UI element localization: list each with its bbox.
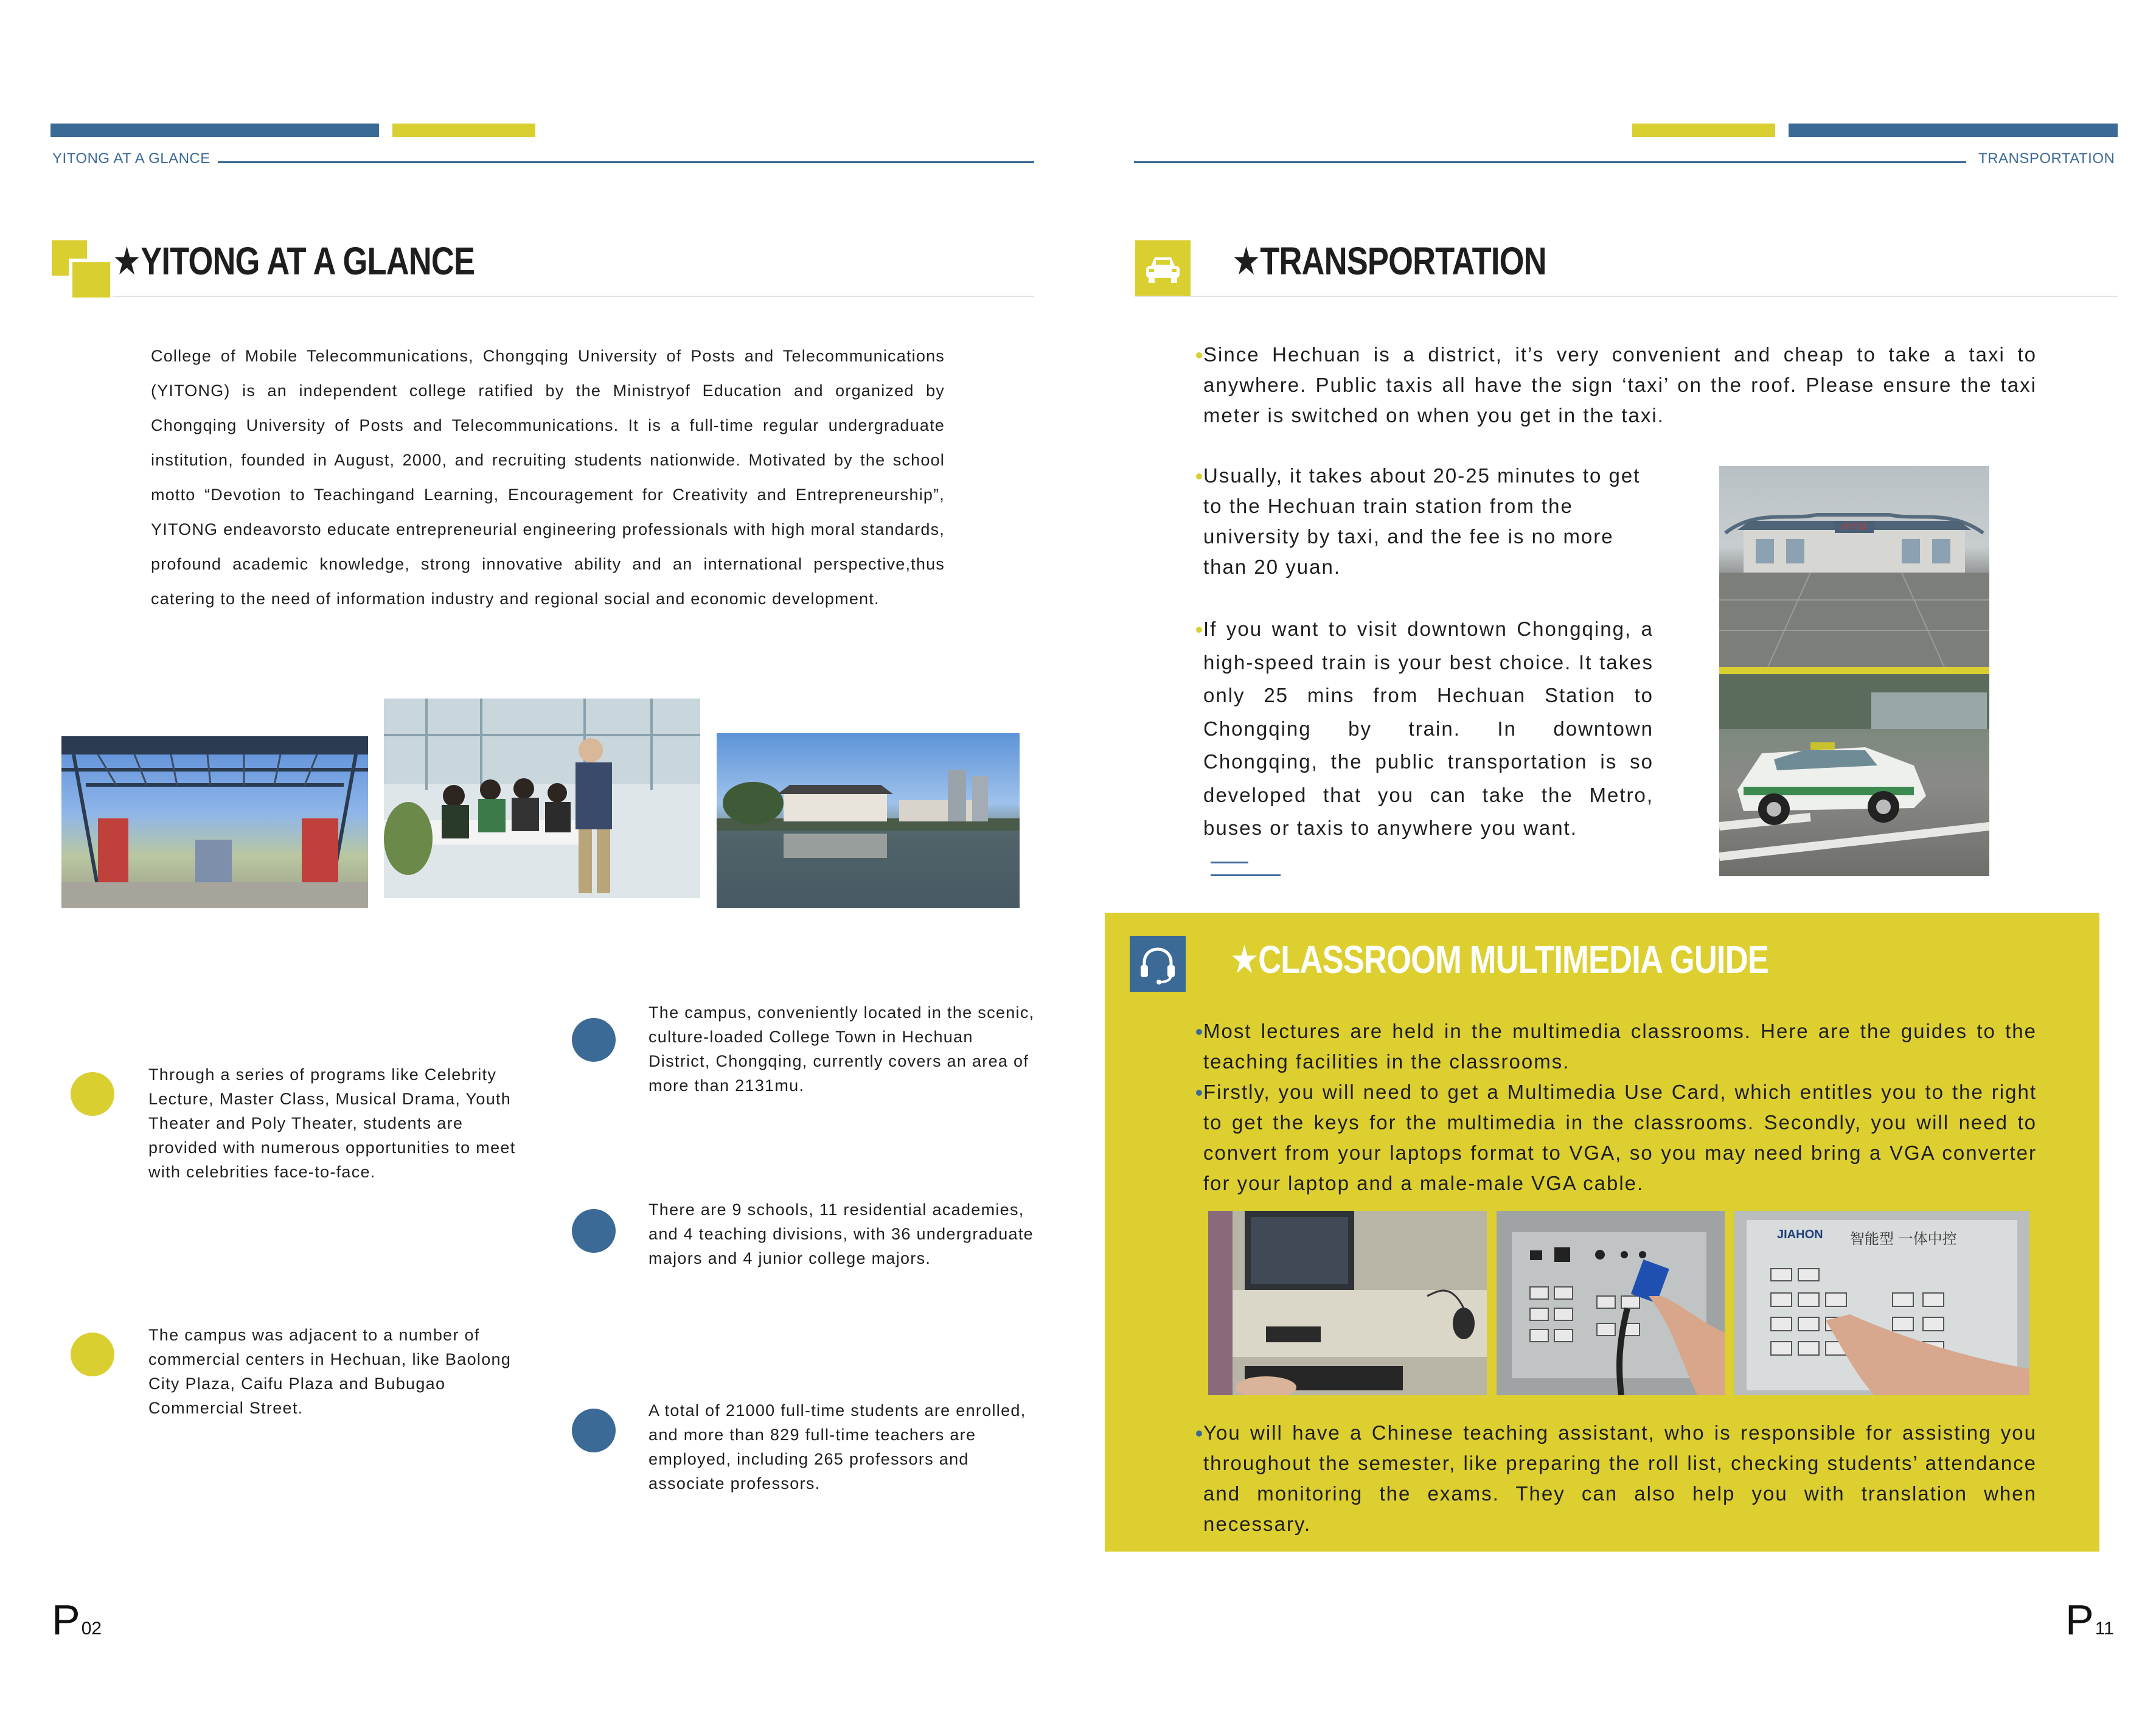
section-title-yitong: ★YITONG AT A GLANCE bbox=[113, 239, 475, 283]
classroom-bullet-2-text: Firstly, you will need to get a Multimedia Use Card, which entitles you to the right to get the keys for the multimedia in the classrooms. Secondly, you will need to convert from your laptops format to VGA, so you may need bring a VGA converter for your laptop and a male-male VGA cable. bbox=[1203, 1081, 2037, 1194]
headset-icon bbox=[1130, 936, 1186, 992]
page-letter-right: P bbox=[2065, 1596, 2094, 1643]
train-station-photo bbox=[1719, 466, 1989, 667]
header-bar-yellow-left bbox=[392, 124, 535, 137]
transport-bullet-1 bbox=[1203, 340, 2037, 431]
page-number-right bbox=[2065, 1595, 2114, 1644]
section-rule-right bbox=[1135, 296, 2118, 297]
bullet-dot bbox=[1196, 1431, 1202, 1437]
fact-dot-programs bbox=[71, 1072, 114, 1116]
podium-computer-photo bbox=[1208, 1211, 1487, 1395]
section-rule-left bbox=[113, 296, 1034, 297]
classroom-bullet-3 bbox=[1203, 1418, 2037, 1539]
transport-bullet-3 bbox=[1203, 613, 1654, 845]
taxi-photo bbox=[1719, 674, 1989, 876]
car-icon bbox=[1135, 240, 1191, 296]
fact-dot-campus bbox=[572, 1018, 616, 1062]
header-label-right: TRANSPORTATION bbox=[1978, 150, 2115, 167]
transport-bullet-1-text: Since Hechuan is a district, it’s very convenient and cheap to take a taxi to anywhere. Public taxis all have the sign ‘taxi’ on the roof. Please ensure the taxi meter is switched on when you get in the taxi. bbox=[1203, 343, 2037, 427]
fact-students: A total of 21000 full-time students are enrolled, and more than 829 full-time teachers are employed, including 265 professors and associate professors. bbox=[649, 1401, 1026, 1493]
headset-icon-box bbox=[1130, 936, 1186, 992]
fact-programs: Through a series of programs like Celebrity Lecture, Master Class, Musical Drama, Youth Theater and Poly Theater, students are provided with numerous opportunities to meet with celebrities face-to-face. bbox=[148, 1065, 516, 1181]
short-rule-top bbox=[1211, 862, 1248, 863]
classroom-bullet-1 bbox=[1203, 1016, 2037, 1077]
bullet-dot bbox=[1196, 1029, 1202, 1035]
intro-paragraph: College of Mobile Telecommunications, Chongqing University of Posts and Telecommunications (YITONG) is an independent college ratified by the Ministryof Education and organized by Chongqing University of Posts and Telecommunications. It is a full-time regular undergraduate institution, founded in August, 2000, and recruiting students nationwide. Motivated by the school motto “Devotion to Teachingand Learning, Encouragement for Creativity and Entrepreneurship”, YITONG endeavorsto educate entrepreneurial engineering professionals with high moral standards, profound academic knowledge, strong innovative ability and an international perspective,thus catering to the need of information industry and regional social and economic development. bbox=[151, 347, 945, 608]
short-rule-bottom bbox=[1211, 874, 1281, 876]
section-icon-squares bbox=[52, 240, 110, 295]
fact-campus-location: The campus, conveniently located in the scenic, culture-loaded College Town in Hechuan District, Chongqing, currently covers an area of more than 2131mu. bbox=[649, 1003, 1035, 1095]
classroom-bullet-3-text: You will have a Chinese teaching assistant, who is responsible for assisting you throughout the semester, like preparing the roll list, checking students’ attendance and monitoring the exams. They can also help you with translation when necessary. bbox=[1203, 1421, 2037, 1535]
bullet-dot bbox=[1196, 352, 1202, 358]
header-bar-yellow-right bbox=[1632, 124, 1775, 137]
page-digits-left: 02 bbox=[81, 1619, 102, 1639]
campus-gate-photo bbox=[61, 736, 368, 908]
transport-bullet-2-text: Usually, it takes about 20-25 minutes to get to the Hechuan train station from the university by taxi, and the fee is no more than 20 yuan. bbox=[1203, 464, 1641, 578]
fact-dot-commercial bbox=[71, 1333, 114, 1376]
bullet-dot bbox=[1196, 1090, 1202, 1096]
page-digits-right: 11 bbox=[2095, 1619, 2114, 1639]
fact-schools: There are 9 schools, 11 residential academies, and 4 teaching divisions, with 36 undergraduate majors and 4 junior college majors. bbox=[649, 1201, 1034, 1267]
fact-commercial: The campus was adjacent to a number of commercial centers in Hechuan, like Baolong City Plaza, Caifu Plaza and Bubugao Commercial Street. bbox=[148, 1326, 512, 1417]
classroom-bullet-1-text: Most lectures are held in the multimedia classrooms. Here are the guides to the teaching facilities in the classrooms. bbox=[1203, 1020, 2037, 1073]
page-letter-left: P bbox=[52, 1596, 80, 1643]
fact-dot-schools bbox=[572, 1209, 616, 1253]
panel-chinese-label: 智能型 一体中控 bbox=[1850, 1230, 1957, 1247]
header-rule-right bbox=[1134, 161, 1966, 163]
transport-bullet-3-text: If you want to visit downtown Chongqing, a high-speed train is your best choice. It takes only 25 mins from Hechuan Station to Chongqing by train. In downtown Chongqing, the public transportation is so developed that you can take the Metro, buses or taxis to anywhere you want. bbox=[1203, 618, 1654, 839]
section-title-classroom: ★CLASSROOM MULTIMEDIA GUIDE bbox=[1230, 938, 1768, 981]
header-label-left: YITONG AT A GLANCE bbox=[52, 150, 210, 167]
control-panel-photo bbox=[1734, 1211, 2029, 1395]
bullet-dot bbox=[1196, 473, 1202, 479]
header-rule-left bbox=[218, 161, 1034, 163]
vga-port-photo bbox=[1497, 1211, 1725, 1395]
page-number-left bbox=[52, 1595, 102, 1644]
header-bar-blue-left bbox=[50, 124, 379, 137]
section-title-transportation: ★TRANSPORTATION bbox=[1232, 239, 1546, 283]
transport-bullet-2 bbox=[1203, 461, 1657, 582]
fact-dot-students bbox=[572, 1409, 616, 1452]
photo-divider-yellow bbox=[1719, 667, 1989, 674]
bullet-dot bbox=[1196, 627, 1202, 633]
taxi-icon-box bbox=[1135, 240, 1191, 296]
lake-building-photo bbox=[717, 733, 1020, 908]
svg-text:合川站: 合川站 bbox=[1841, 522, 1867, 532]
panel-brand-label: JIAHON bbox=[1777, 1228, 1823, 1241]
header-bar-blue-right bbox=[1789, 124, 2118, 137]
classroom-bullet-2 bbox=[1203, 1077, 2037, 1199]
classroom-teacher-photo bbox=[384, 699, 700, 898]
